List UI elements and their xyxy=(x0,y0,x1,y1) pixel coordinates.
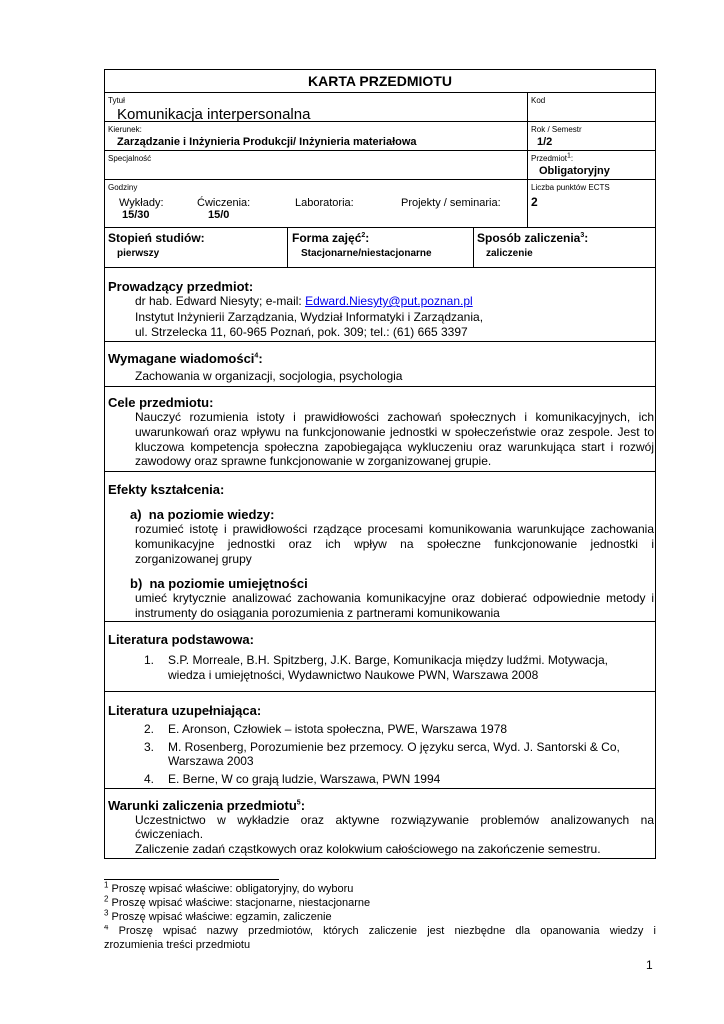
lit-num: 4. xyxy=(144,772,155,786)
divider xyxy=(104,691,656,692)
divider xyxy=(104,386,656,387)
sposob-value: zaliczenie xyxy=(486,248,533,259)
efekty-a-line: komunikacyjne jednostki oraz ich wpływ na społeczne funkcjonowanie jednostki i xyxy=(135,537,654,551)
divider xyxy=(104,341,656,342)
lit-line: Warszawa 2003 xyxy=(168,754,254,768)
cwiczenia-label: Ćwiczenia: xyxy=(197,197,251,209)
divider xyxy=(104,788,656,789)
divider xyxy=(104,92,656,93)
lit-num: 1. xyxy=(144,653,155,667)
efekty-b-title: b) na poziomie umiejętności xyxy=(130,576,308,591)
efekty-b-line: umieć krytycznie analizować zachowania komunikacyjne oraz dobierać odpowiednie metody i xyxy=(135,591,654,605)
divider xyxy=(104,150,656,151)
efekty-title: Efekty kształcenia: xyxy=(108,482,225,497)
literatura-podstawowa-title: Literatura podstawowa: xyxy=(108,632,254,647)
prowadzacy-line: ul. Strzelecka 11, 60-965 Poznań, pok. 309; tel.: (61) 665 3397 xyxy=(135,325,468,339)
page-number: 1 xyxy=(646,958,653,972)
wymagane-text: Zachowania w organizacji, socjologia, psychologia xyxy=(135,369,403,383)
efekty-b-line: instrumenty do osiągania porozumienia z partnerami komunikowania xyxy=(135,606,500,620)
wyklady-label: Wykłady: xyxy=(119,197,164,209)
ects-label: Liczba punktów ECTS xyxy=(531,183,610,192)
divider xyxy=(287,227,288,267)
stopien-label: Stopień studiów: xyxy=(108,231,205,245)
efekty-a-title: a) na poziomie wiedzy: xyxy=(130,507,275,522)
divider xyxy=(104,267,656,268)
email-link[interactable]: Edward.Niesyty@put.poznan.pl xyxy=(305,294,473,308)
przedmiot-value: Obligatoryjny xyxy=(539,165,610,177)
kierunek-label: Kierunek: xyxy=(108,125,142,134)
forma-label: Forma zajęć$^2$: xyxy=(292,231,370,245)
warunki-line: ćwiczeniach. xyxy=(135,827,204,841)
footnote-continuation: zrozumienia treści przedmiotu xyxy=(104,939,251,951)
specjalnosc-label: Specjalność xyxy=(108,154,152,163)
przedmiot-label: Przedmiot$^1$: xyxy=(531,152,574,163)
lit-line: wiedza i umiejętności, Wydawnictwo Naukowe PWN, Warszawa 2008 xyxy=(168,668,539,682)
divider xyxy=(104,227,656,228)
footnote: $^4$ Proszę wpisać nazwy przedmiotów, których zaliczenie jest niezbędne dla opanowania wiedzy i xyxy=(104,925,656,937)
godziny-label: Godziny xyxy=(108,183,138,192)
warunki-line: Uczestnictwo w wykładzie oraz aktywne rozwiązywanie problemów analizowanych na xyxy=(135,813,654,827)
kierunek-value: Zarządzanie i Inżynieria Produkcji/ Inżynieria materiałowa xyxy=(117,136,417,148)
footnote: $^1$ Proszę wpisać właściwe: obligatoryjny, do wyboru xyxy=(104,880,354,895)
divider xyxy=(104,179,656,180)
divider xyxy=(104,621,656,622)
footnote: $^3$ Proszę wpisać właściwe: egzamin, zaliczenie xyxy=(104,908,332,923)
warunki-title: Warunki zaliczenia przedmiotu$^5$: xyxy=(108,798,306,813)
wymagane-title: Wymagane wiadomości$^4$: xyxy=(108,351,263,366)
prowadzacy-line: dr hab. Edward Niesyty; e-mail: Edward.Niesyty@put.poznan.pl xyxy=(135,294,473,308)
lit-num: 3. xyxy=(144,740,155,754)
cele-line: Nauczyć rozumienia istoty i prawidłowości zachowań społecznych i komunikacyjnych, ich xyxy=(135,410,654,424)
prowadzacy-line: Instytut Inżynierii Zarządzania, Wydział Informatyki i Zarządzania, xyxy=(135,310,484,324)
footnote-separator xyxy=(104,879,279,880)
divider xyxy=(527,92,528,227)
wyklady-value: 15/30 xyxy=(122,209,150,221)
rok-value: 1/2 xyxy=(537,136,553,148)
warunki-line: Zaliczenie zadań cząstkowych oraz kolokwium całościowego na zakończenie semestru. xyxy=(135,842,601,856)
projekty-label: Projekty / seminaria: xyxy=(401,197,501,209)
cwiczenia-value: 15/0 xyxy=(208,209,230,221)
stopien-value: pierwszy xyxy=(117,248,160,259)
cele-line: zawodowy oraz sprawne funkcjonowanie w zorganizowanej grupie. xyxy=(135,454,492,468)
tytul-label: Tytuł xyxy=(108,96,125,105)
efekty-a-line: rozumieć istotę i prawidłowości rządzące procesami komunikowania warunkujące zachowania xyxy=(135,522,654,536)
divider xyxy=(104,121,656,122)
lit-line: S.P. Morreale, B.H. Spitzberg, J.K. Barge, Komunikacja między ludźmi. Motywacja, xyxy=(168,653,608,667)
ects-value: 2 xyxy=(531,195,538,209)
course-title: Komunikacja interpersonalna xyxy=(117,106,311,123)
footnote: $^2$ Proszę wpisać właściwe: stacjonarne, niestacjonarne xyxy=(104,894,371,909)
laboratoria-label: Laboratoria: xyxy=(295,197,354,209)
prowadzacy-title: Prowadzący przedmiot: xyxy=(108,279,254,294)
sposob-label: Sposób zaliczenia$^3$: xyxy=(477,231,589,245)
forma-value: Stacjonarne/niestacjonarne xyxy=(301,248,432,259)
literatura-uzupelniajaca-title: Literatura uzupełniająca: xyxy=(108,703,262,718)
efekty-a-line: zorganizowanej grupy xyxy=(135,552,252,566)
rok-label: Rok / Semestr xyxy=(531,125,582,134)
divider xyxy=(104,471,656,472)
lit-line: E. Berne, W co grają ludzie, Warszawa, PWN 1994 xyxy=(168,772,441,786)
lit-line: E. Aronson, Człowiek – istota społeczna, PWE, Warszawa 1978 xyxy=(168,722,508,736)
card-title: KARTA PRZEDMIOTU xyxy=(308,73,452,89)
cele-line: kluczowa kompetencja społeczna zapobiegająca wykluczeniu oraz warunkująca start i rozwój xyxy=(135,440,654,454)
lit-line: M. Rosenberg, Porozumienie bez przemocy. O języku serca, Wyd. J. Santorski & Co, xyxy=(168,740,620,754)
divider xyxy=(473,227,474,267)
kod-label: Kod xyxy=(531,96,546,105)
lit-num: 2. xyxy=(144,722,155,736)
cele-title: Cele przedmiotu: xyxy=(108,395,214,410)
cele-line: uwarunkowań oraz wpływu na funkcjonowanie jednostki w społeczeństwie oraz zespole. Jest to xyxy=(135,425,654,439)
